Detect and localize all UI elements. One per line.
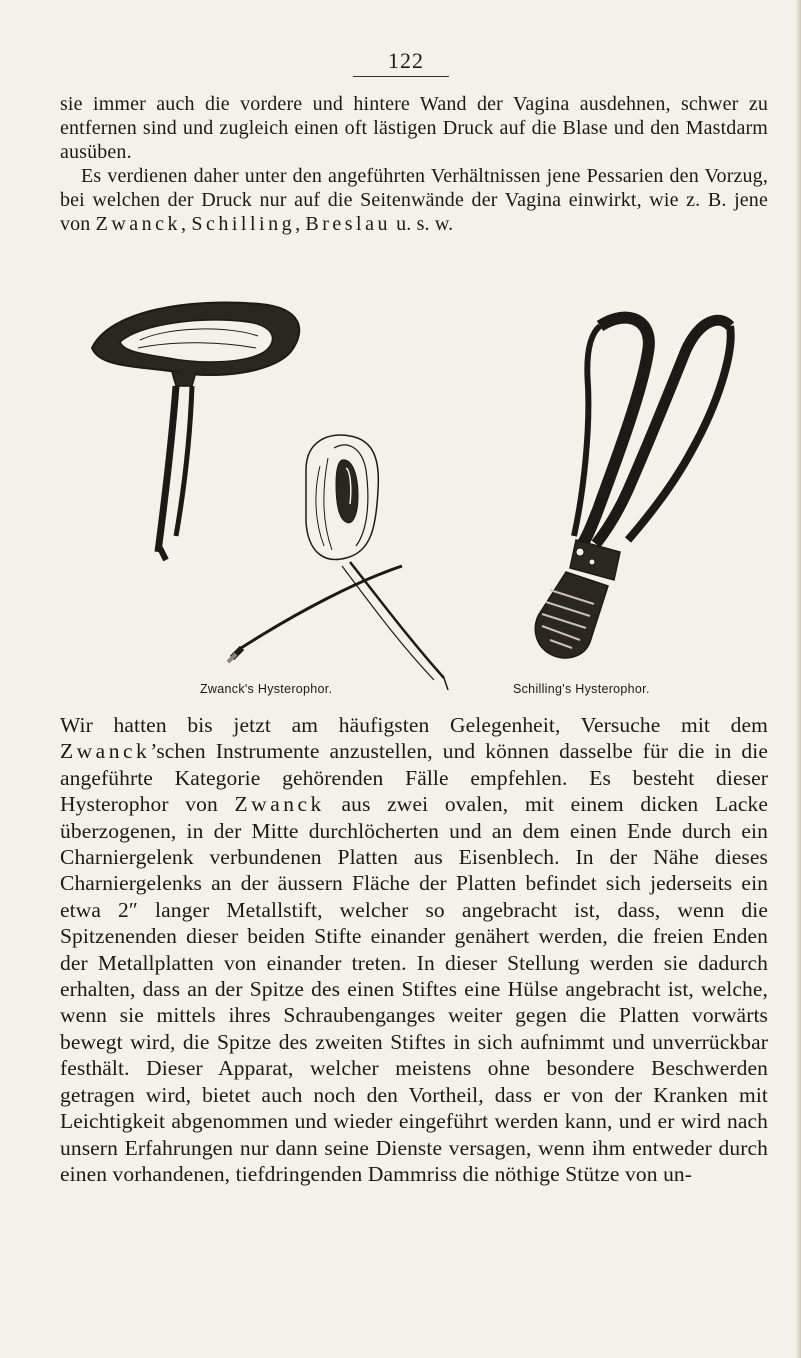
name-schilling: Schilling: [191, 213, 296, 235]
page-edge-shadow: [795, 0, 801, 1358]
page-number-rule: [353, 76, 449, 77]
paragraph-zwanck-description: [60, 712, 768, 1187]
schilling-hysterophor-drawing: [535, 318, 730, 658]
caption-zwanck: Zwanck's Hysterophor.: [200, 682, 333, 696]
figure-hysterophors: [80, 290, 740, 710]
paragraph-pessaries-text: Es verdienen daher unter den angeführten Verhältnissen jene Pessarien den Vorzug, bei welchen der Druck nur auf die Seitenwände der Vagina einwirkt, wie z. B. jene von: [60, 165, 768, 235]
name-breslau: Breslau: [305, 213, 391, 235]
body-name-zwanck-1: Zwanck: [60, 739, 151, 764]
body-after-name: ’schen Instrumente anzustellen, und können dasselbe für die in die angeführte Kategorie gehörenden Fälle empfehlen. Es besteht dieser Hysterophor von: [60, 739, 768, 817]
body-rest: aus zwei ovalen, mit einem dicken Lacke überzogenen, in der Mitte durchlöcherten und an dem einen Ende durch ein Charniergelenk verbundenen Platten aus Eisenblech. In der Nähe dieses Charniergelenks an der äussern Fläche der Platten befindet sich jederseits ein etwa 2″ langer Metallstift, welcher so angebracht ist, dass, wenn die Spitzenenden dieser beiden Stifte einander genähert werden, die freien Enden der Metallplatten von einander treten. In dieser Stellung werden sie dadurch erhalten, dass an der Spitze des einen Stiftes eine Hülse angebracht ist, welche, wenn sie mittels ihres Schraubenganges weiter gegen die Platten vorwärts bewegt wird, die Spitze des zweiten Stiftes in sich aufnimmt und unverrückbar festhält. Dieser Apparat, welcher meistens ohne besondere Beschwerden getragen wird, bietet auch noch den Vortheil, dass er von der Kranken mit Leichtigkeit abgenommen und wieder eingeführt werden kann, und er wird nach unsern Erfahrungen nur dann seine Dienste versagen, wenn ihm entweder durch einen vorhandenen, tiefdringenden Dammriss die nöthige Stütze von un-: [60, 792, 768, 1186]
paragraph-pessaries-tail: u. s. w.: [390, 213, 454, 235]
body-text: [60, 712, 768, 1187]
caption-schilling: Schilling's Hysterophor.: [513, 682, 650, 696]
body-name-zwanck-2: Zwanck: [234, 792, 325, 817]
name-zwanck: Zwanck: [95, 213, 182, 235]
page-number: 122: [388, 48, 424, 73]
zwanck-hysterophor-drawing: [92, 303, 448, 690]
paragraph-pessaries: Es verdienen daher unter den angeführten Verhältnissen jene Pessarien den Vorzug, bei welchen der Druck nur auf die Seitenwände der Vagina einwirkt, wie z. B. jene von Zwanck, Schilling, Breslau u. s. w.: [60, 165, 768, 235]
figure-illustration: [80, 290, 740, 710]
body-lead: Wir hatten bis jetzt am häufigsten Gelegenheit, Versuche mit dem: [60, 713, 768, 737]
paragraph-continuation: sie immer auch die vordere und hintere Wand der Vagina ausdehnen, schwer zu entfernen sind und zugleich einen oft lästigen Druck auf die Blase und den Mastdarm ausüben.: [60, 93, 768, 163]
top-text: [60, 92, 768, 236]
